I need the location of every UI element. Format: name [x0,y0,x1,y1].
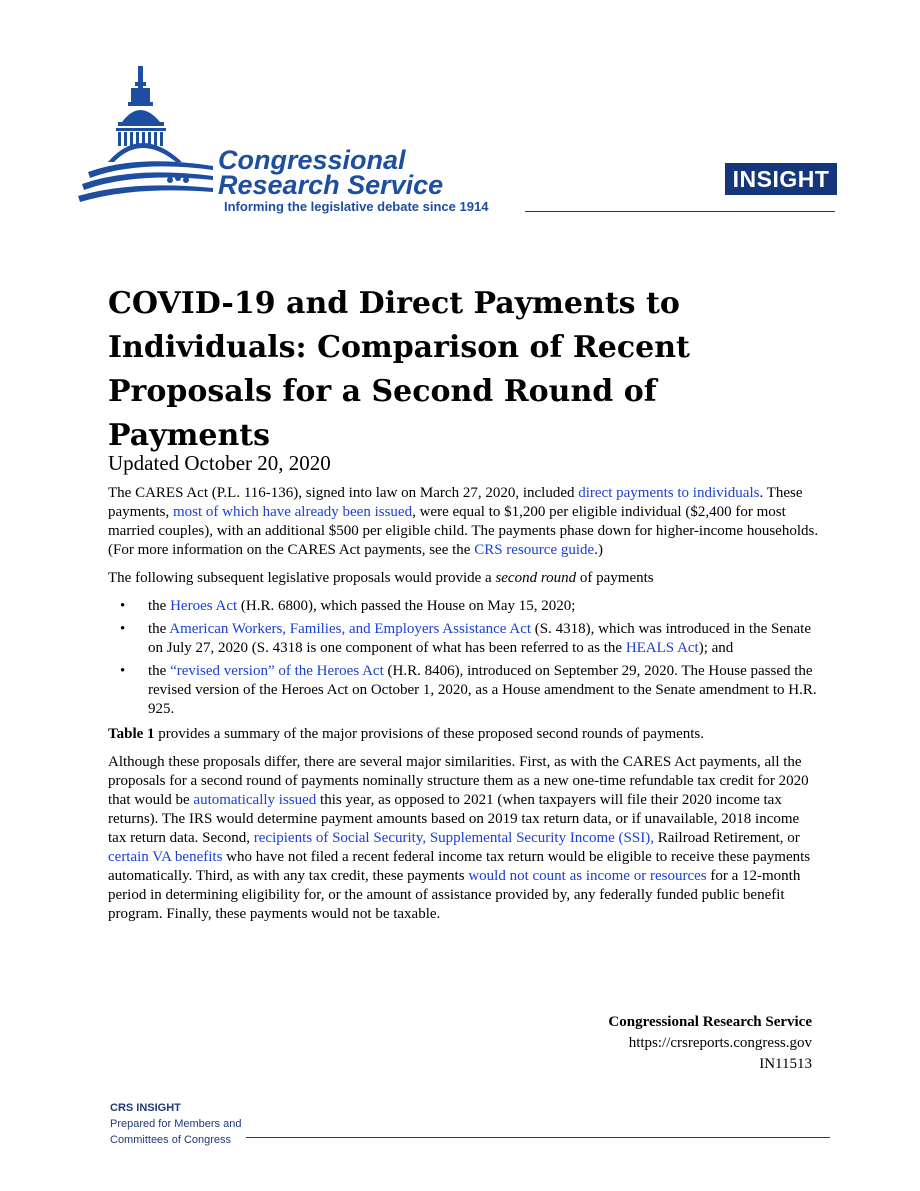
link-american-workers-act[interactable]: American Workers, Families, and Employers Assistance Act [169,621,532,637]
link-automatically-issued[interactable]: automatically issued [193,792,317,808]
footer-rule [246,1137,830,1138]
text-run: the [148,621,170,637]
text-run: who have not filed a recent federal income tax return would be eligible to receive these payments automatically. Third, as with any tax credit, these payments [108,849,811,884]
logo-tagline: Informing the legislative debate since 1914 [224,199,489,214]
text-run: (H.R. 6800), which passed the House on May 15, 2020; [237,598,576,614]
footer-prepared-line1: Prepared for Members and [110,1118,242,1130]
text-run: (H.R. 8406), introduced on September 29, 2020. The House passed the revised version of the Heroes Act on October 1, 2020, as a House amendment to the Senate amendment to H.R. 925. [148,663,817,717]
insight-badge: INSIGHT [725,163,837,195]
crs-contact-block [608,1012,812,1075]
link-va-benefits[interactable]: certain VA benefits [108,849,223,865]
text-run: , were equal to $1,200 per eligible individual ($2,400 for most married couples), with an additional $500 per eligible child. The payments phase down for higher-income households. (For more information on the CARES Act payments, see the [108,504,819,558]
table-reference: Table 1 [108,726,155,742]
paragraph-table-summary [108,725,820,744]
text-run: Railroad Retirement, or [653,830,800,846]
text-run: Although these proposals differ, there are several major similarities. First, as with the CARES Act payments, all the proposals for a second round of payments nominally structure them as a new one-time refundable tax credit for 2020 that would be [108,754,809,808]
text-run: provides a summary of the major provisions of these proposed second rounds of payments. [154,726,705,742]
text-run: The CARES Act (P.L. 116-136), signed into law on March 27, 2020, included [108,485,579,501]
text-run: .) [594,542,603,558]
bullet-icon: • [120,663,126,679]
paragraph-similarities [108,753,820,924]
link-direct-payments[interactable]: direct payments to individuals [578,485,760,501]
link-heroes-act[interactable]: Heroes Act [170,598,238,614]
link-social-security-recipients[interactable]: recipients of Social Security, Supplemental Security Income (SSI), [253,830,654,846]
emphasis-second-round: second round [495,570,577,586]
footer-label-block [110,1100,241,1148]
page-title: COVID-19 and Direct Payments to Individuals: Comparison of Recent Proposals for a Second Round of Payments [108,286,690,453]
text-run: (S. 4318), which was introduced in the Senate on July 27, 2020 (S. 4318 is one component of what has been referred to as the [148,621,811,656]
link-income-resources[interactable]: would not count as income or resources [468,868,707,884]
text-run: the [148,663,171,679]
text-run: for a 12-month period in determining eligibility for, or the amount of assistance provided by, any federally funded public benefit program. Finally, these payments would not be taxable. [108,868,801,922]
footer-prepared-line2: Committees of Congress [110,1134,232,1146]
report-id: IN11513 [759,1056,812,1072]
crs-url: https://crsreports.congress.gov [628,1035,812,1051]
paragraph-cares-act [108,484,820,560]
list-item-s4318 [108,620,820,658]
crs-org-name: Congressional Research Service [608,1014,812,1030]
bullet-icon: • [120,598,126,614]
text-run: the [148,598,171,614]
link-already-issued[interactable]: most of which have already been issued [173,504,413,520]
crs-logo [78,62,538,222]
text-run: of payments [576,570,654,586]
text-run: . These payments, [108,485,803,520]
footer-label: CRS INSIGHT [110,1102,181,1114]
text-run: this year, as opposed to 2021 (when taxpayers will file their 2020 income tax returns). The IRS would determine payment amounts based on 2019 tax return data, or if unavailable, 2018 income tax return data. Second, [108,792,800,846]
logo-name-line1: Congressional [218,145,406,175]
logo-name-line2: Research Service [218,170,444,200]
updated-date: Updated October 20, 2020 [108,451,331,475]
paragraph-proposals-intro [108,569,820,588]
text-run: The following subsequent legislative proposals would provide a [108,570,496,586]
list-item-heroes-act [108,597,820,616]
document-body [108,484,820,933]
header-rule [525,211,835,212]
link-revised-heroes-act[interactable]: “revised version” of the Heroes Act [170,663,384,679]
bullet-icon: • [120,621,126,637]
capitol-dome-icon [78,62,228,222]
proposal-list [108,597,820,719]
list-item-revised-heroes [108,662,820,719]
link-crs-resource-guide[interactable]: CRS resource guide [474,542,595,558]
link-heals-act[interactable]: HEALS Act [625,640,699,656]
text-run: ); and [698,640,734,656]
